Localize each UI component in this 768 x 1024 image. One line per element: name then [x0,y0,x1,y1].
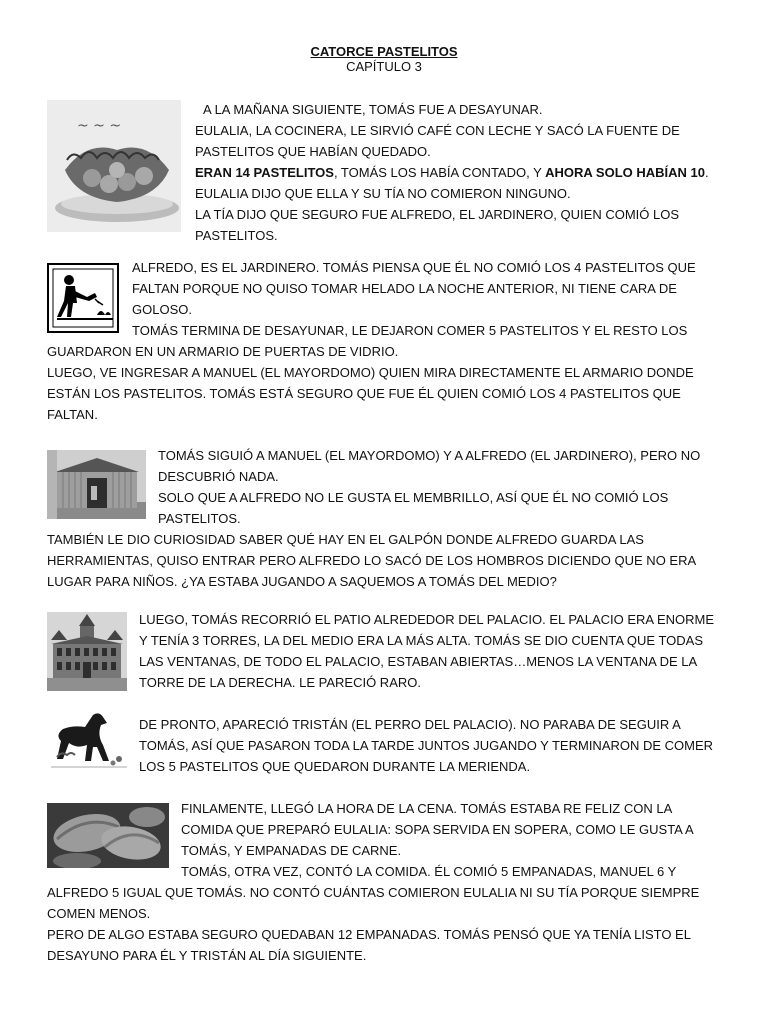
dog-image [47,709,129,773]
paragraph-line: SOLO QUE A ALFREDO NO LE GUSTA EL MEMBRILLO, ASÍ QUE ÉL NO COMIÓ LOS [158,490,669,505]
paragraph-line: LUEGO, VE INGRESAR A MANUEL (EL MAYORDOMO) QUIEN MIRA DIRECTAMENTE EL ARMARIO DONDE [47,365,694,380]
paragraph-line: PASTELITOS. [195,228,278,243]
plain-text: . [705,165,709,180]
section-4 [139,609,739,693]
paragraph-line: LOS 5 PASTELITOS QUE QUEDARON DURANTE LA MERIENDA. [139,759,531,774]
svg-text:~ ~ ~: ~ ~ ~ [77,118,122,134]
paragraph-line: TORRE DE LA DERECHA. LE PARECIÓ RARO. [139,675,421,690]
paragraph-line: TOMÁS, OTRA VEZ, CONTÓ LA COMIDA. ÉL COMIÓ 5 EMPANADAS, MANUEL 6 Y [181,864,677,879]
paragraph-line: ALFREDO, ES EL JARDINERO. TOMÁS PIENSA QUE ÉL NO COMIÓ LOS 4 PASTELITOS QUE [132,260,696,275]
paragraph-line: TOMÁS TERMINA DE DESAYUNAR, LE DEJARON COMER 5 PASTELITOS Y EL RESTO LOS [132,323,688,338]
paragraph-line: PASTELITOS QUE HABÍAN QUEDADO. [195,144,431,159]
gardener-icon [47,263,119,333]
paragraph-line: GUARDARON EN UN ARMARIO DE PUERTAS DE VIDRIO. [47,344,399,359]
bold-text: ERAN 14 PASTELITOS [195,165,334,180]
paragraph-line: ALFREDO 5 IGUAL QUE TOMÁS. NO CONTÓ CUÁNTAS COMIERON EULALIA NI SU TÍA PORQUE SIEMPRE [47,885,700,900]
paragraph-line-mixed [195,162,735,183]
empanadas-image [47,803,169,868]
paragraph-line: LA TÍA DIJO QUE SEGURO FUE ALFREDO, EL JARDINERO, QUIEN COMIÓ LOS [195,207,679,222]
paragraph-line: EULALIA DIJO QUE ELLA Y SU TÍA NO COMIERON NINGUNO. [195,186,571,201]
section-6-indented [181,798,741,882]
paragraph-line: A LA MAÑANA SIGUIENTE, TOMÁS FUE A DESAYUNAR. [203,102,543,117]
paragraph-line: PASTELITOS. [158,511,241,526]
section-1 [195,99,735,246]
section-2-indented [132,257,732,341]
paragraph-line: COMIDA QUE PREPARÓ EULALIA: SOPA SERVIDA EN SOPERA, COMO LE GUSTA A [181,822,694,837]
paragraph-line: FALTAN. [47,407,98,422]
paragraph-line: TAMBIÉN LE DIO CURIOSIDAD SABER QUÉ HAY EN EL GALPÓN DONDE ALFREDO GUARDA LAS [47,532,644,547]
paragraph-line: Y TENÍA 3 TORRES, LA DEL MEDIO ERA LA MÁS ALTA. TOMÁS SE DIO CUENTA QUE TODAS [139,633,704,648]
paragraph-line: LUEGO, TOMÁS RECORRIÓ EL PATIO ALREDEDOR DEL PALACIO. EL PALACIO ERA ENORME [139,612,715,627]
paragraph-line: HERRAMIENTAS, QUISO ENTRAR PERO ALFREDO LO SACÓ DE LOS HOMBROS DICIENDO QUE NO ERA [47,553,697,568]
section-3-indented [158,445,738,529]
section-6-full [47,882,727,966]
paragraph-line: GOLOSO. [132,302,192,317]
paragraph-line: LUGAR PARA NIÑOS. ¿YA ESTABA JUGANDO A SAQUEMOS A TOMÁS DEL MEDIO? [47,574,557,589]
paragraph-line: TOMÁS, Y EMPANADAS DE CARNE. [181,843,402,858]
pastries-plate-image [47,100,181,232]
paragraph-line: TOMÁS SIGUIÓ A MANUEL (EL MAYORDOMO) Y A ALFREDO (EL JARDINERO), PERO NO [158,448,701,463]
paragraph-line: LAS VENTANAS, DE TODO EL PALACIO, ESTABAN ABIERTAS…MENOS LA VENTANA DE LA [139,654,698,669]
paragraph-line: ESTÁN LOS PASTELITOS. TOMÁS ESTÁ SEGURO QUE FUE ÉL QUIEN COMIÓ LOS 4 PASTELITOS QUE [47,386,681,401]
palace-image [47,612,127,691]
chapter-subtitle: CAPÍTULO 3 [346,59,422,74]
tool-shed-image [47,450,146,519]
paragraph-line: EULALIA, LA COCINERA, LE SIRVIÓ CAFÉ CON LECHE Y SACÓ LA FUENTE DE [195,123,680,138]
document-title: CATORCE PASTELITOS [310,44,458,59]
paragraph-line: FINLAMENTE, LLEGÓ LA HORA DE LA CENA. TOMÁS ESTABA RE FELIZ CON LA [181,801,673,816]
paragraph-line: DESAYUNO PARA ÉL Y TRISTÁN AL DÍA SIGUIENTE. [47,948,367,963]
section-5 [139,714,739,777]
plain-text: , TOMÁS LOS HABÍA CONTADO, Y [333,165,546,180]
paragraph-line: DESCUBRIÓ NADA. [158,469,279,484]
bold-text: AHORA SOLO HABÍAN 10 [545,165,706,180]
paragraph-line: DE PRONTO, APARECIÓ TRISTÁN (EL PERRO DEL PALACIO). NO PARABA DE SEGUIR A [139,717,681,732]
paragraph-line: PERO DE ALGO ESTABA SEGURO QUEDABAN 12 EMPANADAS. TOMÁS PENSÓ QUE YA TENÍA LISTO EL [47,927,691,942]
paragraph-line: TOMÁS, ASÍ QUE PASARON TODA LA TARDE JUNTOS JUGANDO Y TERMINARON DE COMER [139,738,714,753]
section-3-full [47,529,727,592]
section-2-full [47,341,727,425]
paragraph-line: FALTAN PORQUE NO QUISO TOMAR HELADO LA NOCHE ANTERIOR, NI TIENE CARA DE [132,281,677,296]
paragraph-line: COMEN MENOS. [47,906,151,921]
